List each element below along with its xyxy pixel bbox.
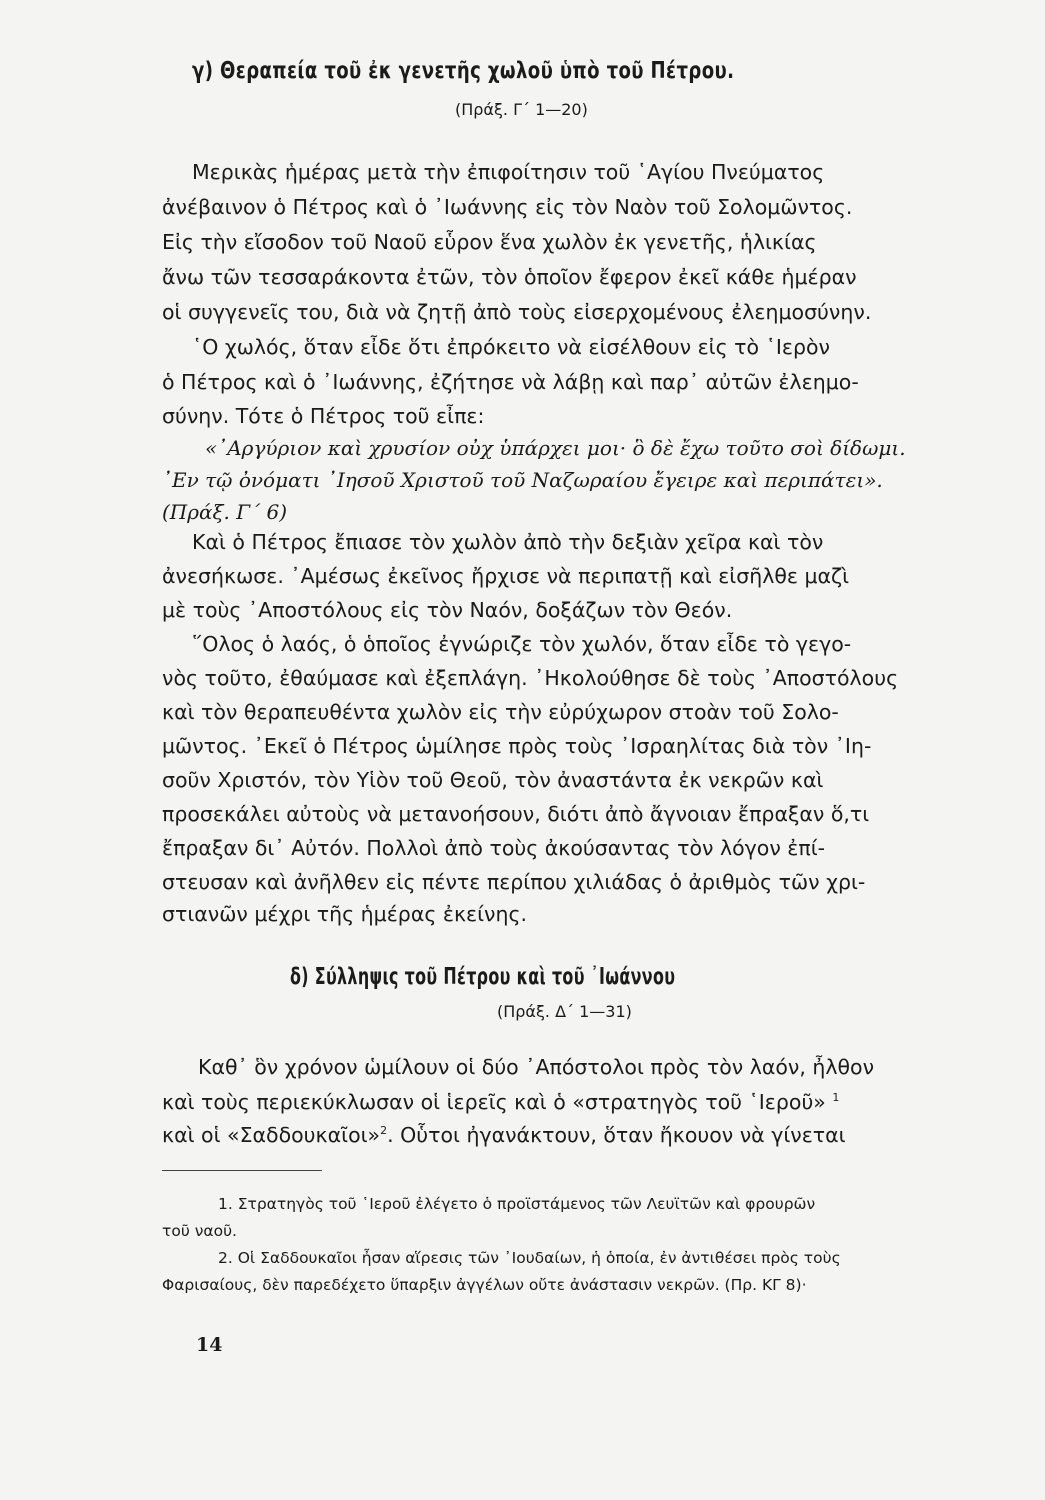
section-d-reference: (Πράξ. Δ΄ 1—31) bbox=[497, 1002, 632, 1021]
paragraph-text: . Οὗτοι ἠγανάκτουν, ὅταν ἤκουον νὰ γίνεται bbox=[387, 1123, 846, 1147]
paragraph-line: μῶντος. ᾽Εκεῖ ὁ Πέτρος ὡμίλησε πρὸς τοὺς ᾽Ισραηλίτας διὰ τὸν ᾽Ιη- bbox=[162, 734, 872, 758]
footnote-marker-2: 2 bbox=[380, 1124, 388, 1138]
paragraph-line: στευσαν καὶ ἀνῆλθεν εἰς πέντε περίπου χιλιάδας ὁ ἀριθμὸς τῶν χρι- bbox=[162, 870, 866, 894]
paragraph-line bbox=[162, 1123, 846, 1147]
footnote-2: 2. Οἱ Σαδδουκαῖοι ἦσαν αἵρεσις τῶν ᾽Ιουδαίων, ἡ ὁποία, ἐν ἀντιθέσει πρὸς τοὺς bbox=[218, 1249, 841, 1267]
paragraph-line: στιανῶν μέχρι τῆς ἡμέρας ἐκείνης. bbox=[162, 902, 528, 926]
footnote-marker-1: 1 bbox=[832, 1091, 840, 1105]
quote-line: «᾽Αργύριον καὶ χρυσίον οὐχ ὑπάρχει μοι· ὃ δὲ ἔχω τοῦτο σοὶ δίδωμι. bbox=[205, 436, 906, 460]
paragraph-line: ῞Ολος ὁ λαός, ὁ ὁποῖος ἐγνώριζε τὸν χωλόν, ὅταν εἶδε τὸ γεγο- bbox=[192, 632, 852, 656]
paragraph-line: προσεκάλει αὐτοὺς νὰ μετανοήσουν, διότι ἀπὸ ἄγνοιαν ἔπραξαν ὅ,τι bbox=[162, 802, 870, 826]
paragraph-line: ἔπραξαν δι᾽ Αὐτόν. Πολλοὶ ἀπὸ τοὺς ἀκούσαντας τὸν λόγον ἐπί- bbox=[162, 836, 826, 860]
paragraph-text: καὶ τοὺς περιεκύκλωσαν οἱ ἱερεῖς καὶ ὁ «στρατηγὸς τοῦ ῾Ιεροῦ» bbox=[162, 1090, 826, 1114]
section-g-title: γ) Θεραπεία τοῦ ἐκ γενετῆς χωλοῦ ὑπὸ τοῦ Πέτρου. bbox=[192, 58, 735, 84]
section-d-title: δ) Σύλληψις τοῦ Πέτρου καὶ τοῦ ᾽Ιωάννου bbox=[290, 964, 676, 990]
quote-line: ᾽Εν τῷ ὀνόματι ᾽Ιησοῦ Χριστοῦ τοῦ Ναζωραίου ἔγειρε καὶ περιπάτει». bbox=[162, 468, 883, 492]
paragraph-line: ἀνεσήκωσε. ᾽Αμέσως ἐκεῖνος ἤρχισε νὰ περιπατῇ καὶ εἰσῆλθε μαζὶ bbox=[162, 564, 850, 588]
paragraph-line: Καθ᾽ ὃν χρόνον ὡμίλουν οἱ δύο ᾽Απόστολοι πρὸς τὸν λαόν, ἦλθον bbox=[198, 1055, 875, 1079]
section-g-reference: (Πράξ. Γ΄ 1—20) bbox=[455, 100, 588, 119]
paragraph-line: Εἰς τὴν εἴσοδον τοῦ Ναοῦ εὗρον ἕνα χωλὸν ἐκ γενετῆς, ἡλικίας bbox=[162, 230, 817, 254]
paragraph-line: ῾Ο χωλός, ὅταν εἶδε ὅτι ἐπρόκειτο νὰ εἰσέλθουν εἰς τὸ ῾Ιερὸν bbox=[192, 335, 830, 359]
footnote-1-cont: τοῦ ναοῦ. bbox=[162, 1222, 237, 1240]
quote-reference: (Πράξ. Γ΄ 6) bbox=[162, 500, 287, 524]
paragraph-line: μὲ τοὺς ᾽Αποστόλους εἰς τὸν Ναόν, δοξάζων τὸν Θεόν. bbox=[162, 598, 733, 622]
paragraph-line: Καὶ ὁ Πέτρος ἔπιασε τὸν χωλὸν ἀπὸ τὴν δεξιὰν χεῖρα καὶ τὸν bbox=[192, 530, 824, 554]
paragraph-line: Μερικὰς ἡμέρας μετὰ τὴν ἐπιφοίτησιν τοῦ ῾Αγίου Πνεύματος bbox=[192, 160, 825, 184]
page-number: 14 bbox=[196, 1334, 223, 1356]
paragraph-line: νὸς τοῦτο, ἐθαύμασε καὶ ἐξεπλάγη. ᾽Ηκολούθησε δὲ τοὺς ᾽Αποστόλους bbox=[162, 666, 899, 690]
paragraph-line: ἀνέβαινον ὁ Πέτρος καὶ ὁ ᾽Ιωάννης εἰς τὸν Ναὸν τοῦ Σολομῶντος. bbox=[162, 195, 853, 219]
footnote-divider bbox=[162, 1170, 322, 1171]
paragraph-line: οἱ συγγενεῖς του, διὰ νὰ ζητῇ ἀπὸ τοὺς εἰσερχομένους ἐλεημοσύνην. bbox=[162, 300, 872, 324]
footnote-1: 1. Στρατηγὸς τοῦ ῾Ιεροῦ ἐλέγετο ὁ προϊστάμενος τῶν Λευϊτῶν καὶ φρουρῶν bbox=[218, 1195, 816, 1213]
paragraph-line: ἄνω τῶν τεσσαράκοντα ἐτῶν, τὸν ὁποῖον ἔφερον ἐκεῖ κάθε ἡμέραν bbox=[162, 265, 857, 289]
paragraph-line: σύνην. Τότε ὁ Πέτρος τοῦ εἶπε: bbox=[162, 404, 485, 428]
paragraph-line: ὁ Πέτρος καὶ ὁ ᾽Ιωάννης, ἐζήτησε νὰ λάβῃ καὶ παρ᾽ αὐτῶν ἐλεημο- bbox=[162, 370, 859, 394]
paragraph-line: καὶ τὸν θεραπευθέντα χωλὸν εἰς τὴν εὐρύχωρον στοὰν τοῦ Σολο- bbox=[162, 700, 839, 724]
footnote-2-cont: Φαρισαίους, δὲν παρεδέχετο ὕπαρξιν ἀγγέλων οὔτε ἀνάστασιν νεκρῶν. (Πρ. ΚΓ 8)· bbox=[162, 1276, 807, 1294]
paragraph-line: σοῦν Χριστόν, τὸν Υἱὸν τοῦ Θεοῦ, τὸν ἀναστάντα ἐκ νεκρῶν καὶ bbox=[162, 768, 824, 792]
paragraph-text: καὶ οἱ «Σαδδουκαῖοι» bbox=[162, 1123, 381, 1147]
paragraph-line bbox=[162, 1090, 839, 1114]
